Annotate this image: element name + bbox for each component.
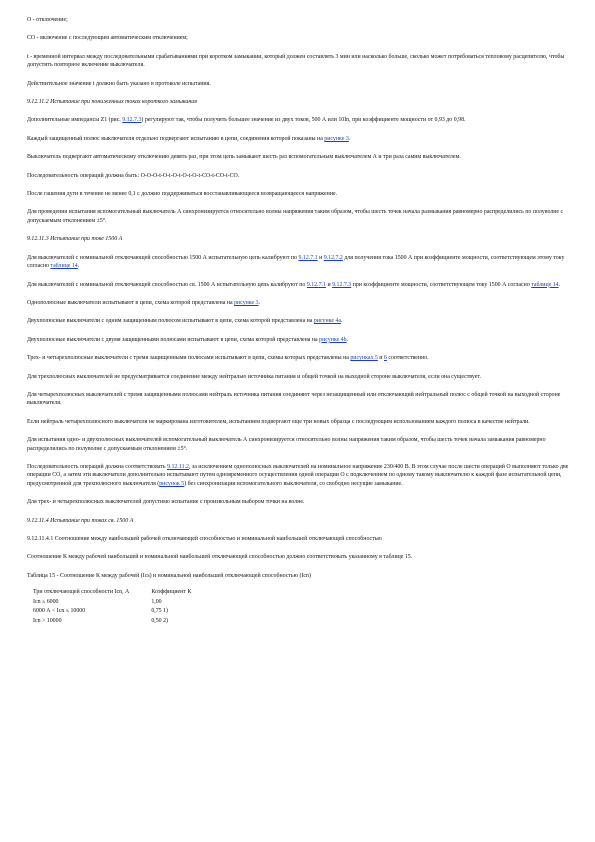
table-header-cell: Три отключающей способности Icn, А [33, 589, 130, 596]
para-impedances: Дополнительные импедансы Z1 (рис. 9.12.7.3) регулируют так, чтобы получить большее значение из двух токов, 500 А или 10In, при коэффициенте мощности от 0,93 до 0,98. [27, 117, 466, 124]
link-9-12-7-3[interactable]: 9.12.7.3 [332, 281, 352, 288]
para-ratio-k: Соотношение К между рабочей наибольшей и номинальной наибольшей отключающей способностью должно соответствовать указанному в таблице 15. [27, 554, 413, 561]
table-cell: 1,00 [151, 598, 162, 605]
section-heading-9-12-11-3: 9.12.11.3 Испытание при токе 1500 А [27, 236, 123, 243]
link-9-12-7-1[interactable]: 9.12.7.1 [306, 281, 326, 288]
para-over-1500-calibration: Для выключателей с номинальной отключающей способностью св. 1500 А испытательную цепь калибруют по 9.12.7.1 и 9.12.7.3 при коэффициенте мощности, соответствующем току 1500 А согласно таблице 14. [27, 281, 561, 288]
para-neutral-unmarked: Если нейтраль четырехполюсного выключателя не маркирована изготовителем, испытанием подвергают еще три новых образца с последующим использованием каждого полюса в качестве нейтрали. [27, 418, 530, 425]
link-figure-4a[interactable]: рисунке 4а [313, 318, 342, 325]
link-9-12-7-3[interactable]: 9.12.7.3 [122, 117, 142, 124]
para-three-four-pole: Трех- и четырехполюсные выключатели с тремя защищенными полюсами испытывают в цепи, схемы которых представлены на рисунках 5 и 6 соответственно. [27, 355, 429, 362]
para-co-definition: СО - включение с последующим автоматическим отключением; [27, 35, 188, 42]
table-cell: Icn ≤ 6000 [33, 598, 59, 605]
link-9-12-11-2[interactable]: 9.12.11.2 [167, 463, 189, 470]
table-row [33, 598, 213, 608]
table-15 [33, 588, 213, 626]
para-three-pole-neutral: Для трехполюсных выключателей не предусматривается соединение между нейтралью источника питания и общей точкой на выходной стороне выключателя, если она существует. [27, 373, 481, 380]
link-figures-5[interactable]: рисунках 5 [350, 355, 378, 362]
para-four-pole-neutral: Для четырехполюсных выключателей с тремя защищенными полюсами нейтраль источника питания соединяют через незащищенный или отключающий нейтральный полюс с общей точкой на выходной стороне выключателя. [27, 391, 561, 407]
table-row [33, 617, 213, 627]
link-table-14[interactable]: таблице 14 [50, 263, 78, 270]
table-header-row [33, 588, 213, 598]
table-cell: 0,75 1) [151, 608, 169, 615]
link-figure-3[interactable]: рисунке 3 [324, 135, 349, 142]
para-nine-times: Выключатель подвергают автоматическому отключению девять раз, при этом цепь замыкают шесть раз вспомогательным выключателем А и три раза самим выключателем. [27, 154, 461, 161]
section-heading-9-12-11-4-1: 9.12.11.4.1 Соотношение между наибольшей рабочей отключающей способностью и номинальной наибольшей отключающей способностью [27, 536, 382, 542]
para-two-pole-two-protected: Двухполюсные выключатели с двумя защищенными полюсами испытывают в цепи, схема которой представлена на рисунке 4b. [27, 336, 349, 343]
para-sequence-230-400: Последовательность операций должна соответствовать 9.12.11.2, за исключением однополюсных выключателей на номинальное напряжение 230/400 В. В этом случае после шести операций О выполняют только две операции СО, а затем эти выключатели дополнительно испытывают путем одновременного осуществления одной операции О с подключением по одному такому выключателю к каждой фазе испытательной цепи, предусмотренной для трехполюсного выключателя (рисунок 5) без синхронизации вспомогательного выключателя, со свободно несущие замыкание. [27, 463, 569, 487]
table-header-cell: Коэффициент К [151, 589, 192, 596]
para-random-point: Для трех- и четырехполюсных выключателей допустимо испытание с произвольным выбором точки на волне. [27, 499, 305, 506]
section-heading-9-12-11-4: 9.12.11.4 Испытание при токах св. 1500 А [27, 517, 134, 524]
para-actual-t: Действительное значение t должно быть указано в протоколе испытания. [27, 80, 211, 87]
link-9-12-7-1[interactable]: 9.12.7.1 [298, 254, 318, 261]
para-sync: Для проведения испытания вспомогательный выключатель А синхронизируется относительно волны напряжения таким образом, чтобы шесть точек начала размыкания равномерно распределились по полуволне с допускаемым отклонением ±5°. [27, 209, 564, 224]
para-single-pole: Однополюсные выключатели испытывают в цепи, схема которой представлена на рисунке 3. [27, 299, 261, 306]
table-cell: Icn > 10000 [33, 618, 62, 624]
para-arc: После гашения дуги в течение не менее 0,1 с должно поддерживаться восстанавливающееся возвращающееся напряжение. [27, 191, 338, 198]
para-sync-closing: Для испытания одно- и двухполюсных выключателей вспомогательный выключатель А синхронизируется относительно волны напряжения таким образом, чтобы шесть точек начала замыкания равномерно распределились по полуволне с допускаемым отклонением ±5°. [27, 437, 546, 452]
link-table-14[interactable]: таблице 14 [531, 281, 559, 288]
para-each-pole: Каждый защищенный полюс выключателя отдельно подвергают испытанию в цепи, соединения которой показаны на рисунке 3. [27, 135, 351, 142]
table-cell: 0,50 2) [151, 618, 169, 624]
para-o-definition: О - отключение; [27, 17, 68, 23]
para-t-interval: t - временной интервал между последовательными срабатываниями при коротком замыкании, который должен составлять 3 мин или насколько больше, сколько может потребоваться тепловому расцепителю, чтобы допустить повторное включение выключателя. [27, 53, 565, 69]
para-sequence: Последовательность операций должна быть: О-О-О-t-О-t-О-t-О-t-О-t-СО-t-СО-t-СО. [27, 172, 240, 179]
link-figure-3[interactable]: рисунке 3 [234, 299, 259, 306]
table-row [33, 607, 213, 617]
para-two-pole-one-protected: Двухполюсные выключатели с одним защищенным полюсом испытывают в цепи, схема которой представлена на рисунке 4а. [27, 318, 343, 325]
link-figure-5[interactable]: рисунок 5 [159, 480, 185, 487]
table-15-caption: Таблица 15 - Соотношение К между рабочей (Ics) и номинальной наибольшей отключающей способностью (Icn) [27, 572, 311, 579]
link-figure-6[interactable]: 6 [383, 355, 387, 362]
table-cell: 6000 А < Icn ≤ 10000 [33, 608, 86, 615]
para-1500-calibration: Для выключателей с номинальной отключающей способностью 1500 А испытательную цепь калибруют по 9.12.7.1 и 9.12.7.2 для получения тока 1500 А при коэффициенте мощности, соответствующем этому току согласно таблице 14. [27, 254, 565, 270]
link-9-12-7-2[interactable]: 9.12.7.2 [323, 254, 343, 261]
section-heading-9-12-11-2: 9.12.11.2 Испытание при пониженных токах короткого замыкания [27, 99, 197, 106]
link-figure-4b[interactable]: рисунке 4b [319, 336, 347, 343]
